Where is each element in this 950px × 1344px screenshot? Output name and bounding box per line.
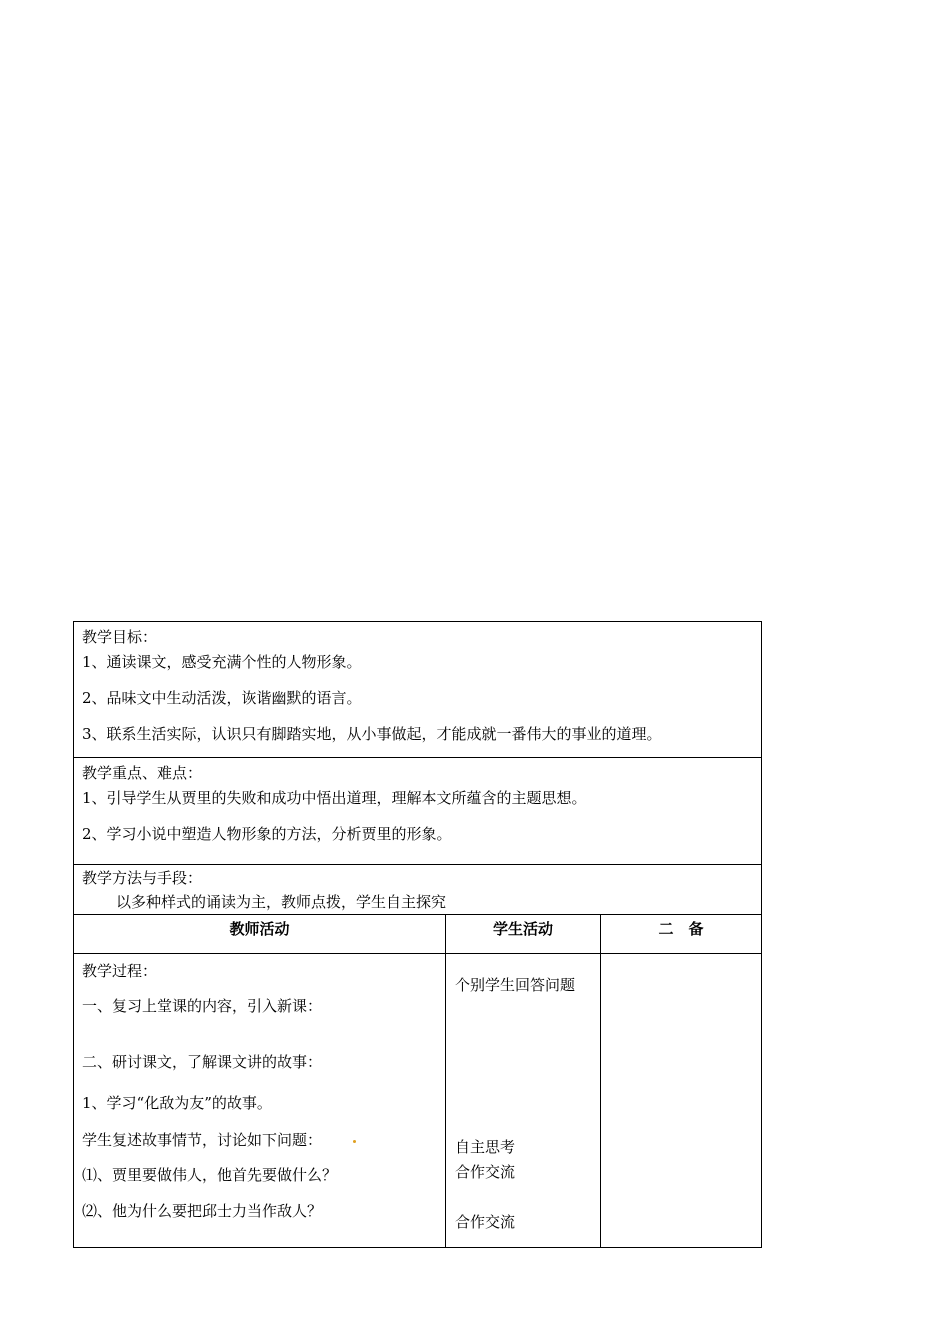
teacher-line: 1、学习“化敌为友”的故事。 [82,1094,272,1112]
prep-column [601,954,761,1247]
student-line: 自主思考 [455,1138,516,1156]
methods-section [74,865,761,915]
teacher-line: 学生复述故事情节，讨论如下问题： [82,1131,323,1149]
objectives-heading: 教学目标： [82,628,158,646]
key-points-heading: 教学重点、难点： [82,764,203,782]
key-point-item: 2、学习小说中塑造人物形象的方法，分析贾里的形象。 [82,825,452,843]
decorative-dot [353,1140,356,1143]
student-line: 合作交流 [455,1213,516,1231]
student-line: 合作交流 [455,1163,516,1181]
teacher-activity-header: 教师活动 [74,915,446,953]
objectives-section [74,622,761,758]
activity-header-row [74,915,761,954]
teacher-line: 教学过程： [82,962,158,980]
key-points-section [74,758,761,865]
student-activity-header: 学生活动 [446,915,601,953]
objective-item: 2、品味文中生动活泼，诙谐幽默的语言。 [82,689,362,707]
key-point-item: 1、引导学生从贾里的失败和成功中悟出道理，理解本文所蕴含的主题思想。 [82,789,587,807]
student-line: 个别学生回答问题 [455,976,576,994]
teacher-line: ⑴、贾里要做伟人，他首先要做什么？ [82,1166,338,1184]
activity-body-row [74,954,761,1247]
methods-text: 以多种样式的诵读为主，教师点拨，学生自主探究 [116,893,447,911]
teacher-line: ⑵、他为什么要把邱士力当作敌人？ [82,1202,323,1220]
teacher-activity-column [74,954,446,1247]
objective-item: 3、联系生活实际，认识只有脚踏实地，从小事做起，才能成就一番伟大的事业的道理。 [82,725,662,743]
teacher-line: 二、研讨课文，了解课文讲的故事： [82,1053,323,1071]
lesson-plan-table [73,621,762,1248]
teacher-line: 一、复习上堂课的内容，引入新课： [82,997,323,1015]
prep-header: 二 备 [658,920,704,938]
objective-item: 1、通读课文，感受充满个性的人物形象。 [82,653,362,671]
student-activity-column [446,954,601,1247]
methods-heading: 教学方法与手段： [82,869,203,887]
